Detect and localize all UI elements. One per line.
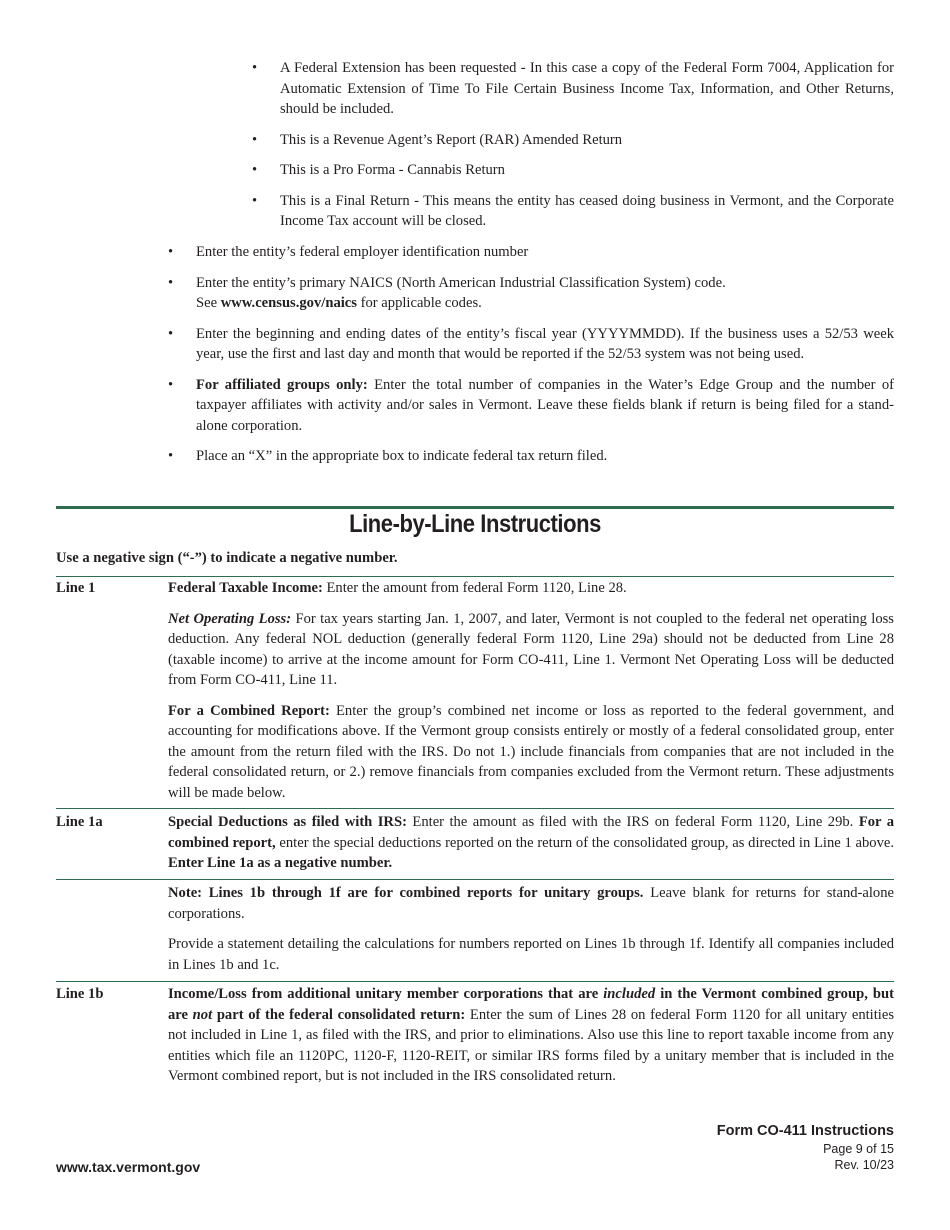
list-item	[168, 375, 894, 437]
list-item	[252, 58, 894, 120]
footer-revision: Rev. 10/23	[834, 1158, 894, 1172]
paragraph-text: Enter the amount from federal Form 1120, Line 28.	[326, 580, 627, 596]
line-1-body	[168, 578, 894, 813]
entity-info-list	[168, 242, 894, 477]
bullet-icon: •	[168, 376, 174, 393]
line-1b-body	[168, 984, 894, 1097]
list-item	[168, 273, 894, 314]
footer-form-info	[717, 1121, 894, 1173]
footer-page-number: Page 9 of 15	[823, 1142, 894, 1156]
bullet-icon: •	[168, 274, 174, 291]
paragraph-bold: in the Vermont combined group, but are	[168, 986, 894, 1023]
list-item	[252, 160, 894, 181]
paragraph-bold: Income/Loss from additional unitary member corporations that are	[168, 986, 599, 1002]
list-item	[252, 191, 894, 232]
footer-form-title: Form CO-411 Instructions	[716, 1123, 894, 1139]
line-label: Line 1a	[56, 814, 103, 830]
row-divider	[56, 576, 894, 577]
naics-link[interactable]: www.census.gov/naics	[220, 295, 357, 311]
list-item-text: See	[196, 295, 218, 311]
list-item-bold: For affiliated groups only:	[196, 376, 368, 393]
paragraph	[168, 984, 894, 1087]
line-label: Line 1	[56, 580, 96, 596]
row-divider	[56, 981, 894, 982]
list-item	[252, 130, 894, 151]
bullet-icon: •	[252, 60, 258, 76]
line-1a-body	[168, 812, 894, 884]
list-item-text: Enter the beginning and ending dates of the entity’s fiscal year (YYYYMMDD). If the business uses a 52/53 week year, use the first and last day and month that would be reported if the 52/53 system was not being used.	[196, 325, 894, 362]
list-item-text: Enter the entity’s primary NAICS (North American Industrial Classification System) code.	[196, 274, 726, 291]
document-page	[56, 0, 894, 1230]
paragraph-bold: For a Combined Report:	[168, 702, 330, 719]
bullet-icon: •	[168, 244, 174, 260]
paragraph	[168, 934, 894, 975]
paragraph	[168, 883, 894, 924]
bullet-icon: •	[168, 448, 174, 464]
bullet-icon: •	[252, 192, 258, 209]
paragraph-text: Enter the group’s combined net income or loss as reported to the federal government, and accounting for modifications above. If the Vermont group consists entirely or mostly of a federal consolidated group, enter the amount from the return filed with the IRS. Do not 1.) include financials from companies that are not included in the federal consolidated return, or 2.) remove financials from companies excluded from the Vermont return. These adjustments will be made below.	[168, 702, 895, 801]
bullet-icon: •	[252, 162, 258, 178]
row-divider	[56, 879, 894, 880]
paragraph-text: Provide a statement detailing the calculations for numbers reported on Lines 1b through 1f. Identify all companies included in Lines 1b and 1c.	[168, 936, 894, 973]
paragraph-bold: part of the federal consolidated return:	[216, 1006, 466, 1023]
paragraph-bold-italic: included	[603, 986, 656, 1002]
list-item-text: This is a Final Return - This means the entity has ceased doing business in Vermont, and the Corporate Income Tax account will be closed.	[280, 192, 894, 229]
paragraph-bold: Federal Taxable Income:	[168, 580, 323, 596]
row-divider	[56, 808, 894, 809]
paragraph-bold-italic: Net Operating Loss:	[168, 610, 292, 627]
paragraph-text: Enter the amount as filed with the IRS on federal Form 1120, Line 29b.	[412, 814, 854, 830]
paragraph-text: enter the special deductions reported on the return of the consolidated group, as directed in Line 1 above.	[279, 834, 894, 851]
list-item-text: Place an “X” in the appropriate box to indicate federal tax return filed.	[196, 448, 608, 464]
section-heading: Line-by-Line Instructions	[349, 510, 601, 538]
return-type-sublist	[252, 58, 894, 242]
list-item-text: A Federal Extension has been requested - In this case a copy of the Federal Form 7004, Application for Automatic Extension of Time To File Certain Business Income Tax, Information, and Other Returns, should be included.	[280, 60, 894, 117]
line-label: Line 1b	[56, 986, 104, 1002]
paragraph	[168, 701, 894, 804]
note-body	[168, 883, 894, 985]
list-item-text: This is a Pro Forma - Cannabis Return	[280, 162, 505, 178]
paragraph	[168, 812, 894, 874]
paragraph-text: For tax years starting Jan. 1, 2007, and later, Vermont is not coupled to the federal net operating loss deduction. Any federal NOL deduction (generally federal Form 1120, Line 29a) should not be deducted from Line 28 (taxable income) to arrive at the income amount for Form CO-411, Line 1. Vermont Net Operating Loss will be deducted from Form CO-411, Line 11.	[168, 610, 894, 688]
paragraph-bold-italic: not	[192, 1006, 213, 1023]
negative-number-note: Use a negative sign (“-”) to indicate a negative number.	[56, 550, 398, 566]
paragraph-bold: Note: Lines 1b through 1f are for combined reports for unitary groups.	[168, 885, 644, 901]
bullet-icon: •	[168, 325, 174, 342]
paragraph-text: Leave blank for returns for stand-alone corporations.	[168, 885, 894, 922]
paragraph-bold: For a combined report,	[168, 814, 894, 851]
paragraph	[168, 609, 894, 691]
list-item	[168, 446, 894, 467]
bullet-icon: •	[252, 131, 258, 148]
list-item-text: Enter the entity’s federal employer identification number	[196, 244, 529, 260]
list-item	[168, 242, 894, 263]
list-item-text: Enter the total number of companies in the Water’s Edge Group and the number of taxpayer affiliates with activity and/or sales in Vermont. Leave these fields blank if return is being filed for a stand-alone corporation.	[196, 376, 894, 434]
list-item-text: for applicable codes.	[360, 295, 482, 311]
paragraph	[168, 578, 894, 599]
paragraph-bold: Special Deductions as filed with IRS:	[168, 814, 407, 830]
paragraph-text: Enter the sum of Lines 28 on federal Form 1120 for all unitary entities not included in Line 1, as filed with the IRS, and prior to eliminations. Also use this line to report taxable income from any entities which file an 1120PC, 1120-F, 1120-REIT, or similar IRS forms filed by a unitary member that is included in the Vermont combined report, but is not included in the IRS consolidated return.	[168, 1006, 894, 1084]
list-item-text: This is a Revenue Agent’s Report (RAR) Amended Return	[280, 131, 623, 148]
list-item	[168, 324, 894, 365]
paragraph-bold: Enter Line 1a as a negative number.	[168, 855, 393, 871]
footer-website-link[interactable]: www.tax.vermont.gov	[56, 1159, 201, 1175]
